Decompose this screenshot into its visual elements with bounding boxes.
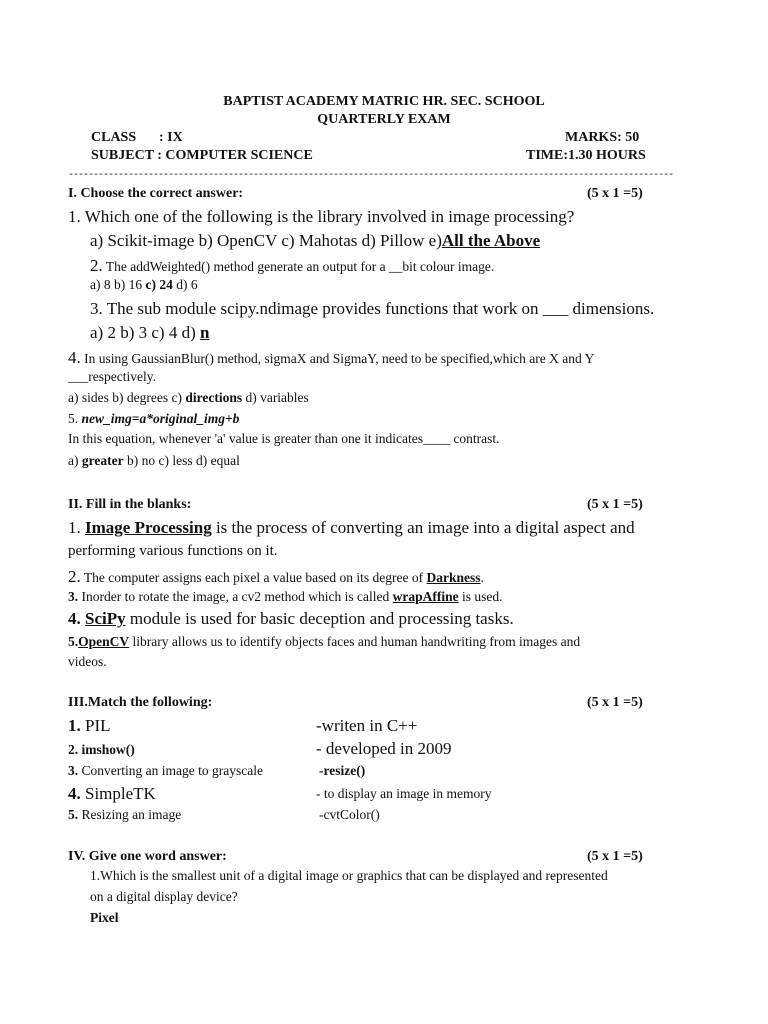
match-row-3-left: [68, 763, 263, 779]
match-row-2-num: 2.: [68, 742, 79, 757]
school-name: BAPTIST ACADEMY MATRIC HR. SEC. SCHOOL: [223, 94, 545, 109]
match-row-5-term: Resizing an image: [78, 807, 182, 822]
s4-q1-line1: 1.Which is the smallest unit of a digital image or graphics that can be displayed and represented: [90, 868, 608, 883]
subject: SUBJECT : COMPUTER SCIENCE: [91, 148, 313, 163]
section3-title: III.Match the following:: [68, 695, 213, 710]
s1-q4-line2: ___respectively.: [68, 369, 156, 384]
s2-q3: [68, 589, 503, 605]
s2-q5-num: 5.: [68, 634, 79, 649]
s1-q5-num: 5.: [68, 411, 82, 426]
s2-q2-num: 2.: [68, 567, 81, 586]
s1-q5-text: In this equation, whenever 'a' value is greater than one it indicates____ contrast.: [68, 431, 500, 446]
match-row-1-left: [68, 716, 111, 736]
s2-q1-rest: is the process of converting an image into a digital aspect and: [211, 518, 635, 537]
s1-q5: [68, 411, 239, 427]
header-divider: -------------------------------------------------------------------------------------------------------------------------: [68, 170, 674, 180]
s2-q3-text: Inorder to rotate the image, a cv2 method which is called: [78, 589, 393, 604]
section2-title: II. Fill in the blanks:: [68, 497, 192, 512]
s2-q2: [68, 567, 484, 587]
match-row-5-right: -cvtColor(): [319, 807, 380, 822]
s2-q2-answer: Darkness: [426, 570, 481, 585]
section4-title: IV. Give one word answer:: [68, 849, 227, 864]
match-row-5-num: 5.: [68, 807, 79, 822]
match-row-2-term: imshow(): [78, 742, 135, 757]
s1-q4-options: [68, 390, 309, 406]
s1-q2-num: 2.: [90, 256, 103, 275]
s1-q4-text: In using GaussianBlur() method, sigmaX and SigmaY, need to be specified,which are X and Y: [80, 351, 595, 366]
s1-q5-equation: new_img=a*original_img+b: [81, 411, 240, 426]
s1-q4-opt-d: d) variables: [242, 390, 309, 405]
s2-q4-answer: SciPy: [85, 609, 126, 628]
class-label: CLASS: [91, 130, 137, 145]
s1-q4-num: 4.: [68, 348, 81, 367]
s2-q4-num: 4.: [68, 609, 85, 628]
s1-q4-answer: directions: [185, 390, 243, 405]
section1-marks: (5 x 1 =5): [587, 186, 643, 201]
section1-title: I. Choose the correct answer:: [68, 186, 244, 201]
s2-q5-answer: OpenCV: [78, 634, 130, 649]
match-row-4-left: [68, 784, 156, 804]
s1-q4-line1: [68, 348, 594, 368]
match-row-1-right: -writen in C++: [316, 716, 418, 735]
class-value: : IX: [159, 130, 183, 145]
s2-q2-text: The computer assigns each pixel a value based on its degree of: [80, 570, 427, 585]
s1-q3-options: [90, 323, 209, 343]
match-row-4-term: SimpleTK: [80, 784, 156, 803]
s4-q1-answer: Pixel: [90, 910, 119, 925]
match-row-1-term: PIL: [80, 716, 111, 735]
s1-q2-text: The addWeighted() method generate an output for a __bit colour image.: [102, 259, 495, 274]
s1-q2-opt-ab: a) 8 b) 16: [90, 277, 146, 292]
marks-total: MARKS: 50: [565, 130, 640, 145]
s1-q4-opts-text: a) sides b) degrees c): [68, 390, 186, 405]
section4-marks: (5 x 1 =5): [587, 849, 643, 864]
s2-q4: [68, 609, 514, 629]
s2-q5: [68, 634, 580, 650]
s1-q5-opts-rest: b) no c) less d) equal: [123, 453, 240, 468]
match-row-3-num: 3.: [68, 763, 79, 778]
s1-q2-options: [90, 277, 198, 293]
section3-marks: (5 x 1 =5): [587, 695, 643, 710]
section2-marks: (5 x 1 =5): [587, 497, 643, 512]
match-row-3-right: -resize(): [319, 763, 366, 778]
s4-q1-line2: on a digital display device?: [90, 889, 238, 904]
s2-q1-num: 1.: [68, 518, 85, 537]
s2-q1: [68, 518, 635, 538]
match-row-2-left: [68, 742, 135, 758]
match-row-4-num: 4.: [68, 784, 81, 803]
s1-q5-options: [68, 453, 240, 469]
s2-q4-rest: module is used for basic deception and processing tasks.: [125, 609, 514, 628]
s1-q3-opts-text: a) 2 b) 3 c) 4 d): [90, 323, 200, 342]
match-row-4-right: - to display an image in memory: [316, 786, 492, 801]
s1-q5-answer: greater: [81, 453, 124, 468]
s1-q2-answer: c) 24: [145, 277, 173, 292]
match-row-3-term: Converting an image to grayscale: [78, 763, 263, 778]
s1-q3-answer: n: [200, 323, 210, 342]
s2-q1-line2: performing various functions on it.: [68, 543, 278, 559]
s2-q1-answer: Image Processing: [85, 518, 212, 537]
s1-q3: 3. The sub module scipy.ndimage provides functions that work on ___ dimensions.: [90, 299, 655, 318]
s1-q5-opt-a: a): [68, 453, 82, 468]
time: TIME:1.30 HOURS: [526, 148, 646, 163]
s1-q1-options: [90, 231, 540, 251]
s2-q5-line2: videos.: [68, 654, 107, 669]
s1-q1-opts-text: a) Scikit-image b) OpenCV c) Mahotas d) Pillow e): [90, 231, 442, 250]
s2-q3-num: 3.: [68, 589, 79, 604]
exam-title: QUARTERLY EXAM: [317, 112, 451, 127]
s1-q1: 1. Which one of the following is the library involved in image processing?: [68, 207, 575, 226]
s2-q3-answer: wrapAffine: [392, 589, 459, 604]
s1-q2-opt-d: d) 6: [172, 277, 198, 292]
s2-q5-rest: library allows us to identify objects faces and human handwriting from images and: [129, 634, 581, 649]
s2-q2-end: .: [480, 570, 484, 585]
match-row-1-num: 1.: [68, 716, 81, 735]
s2-q3-end: is used.: [458, 589, 503, 604]
s1-q2: [90, 256, 494, 276]
match-row-5-left: [68, 807, 181, 823]
match-row-2-right: - developed in 2009: [316, 739, 452, 758]
s1-q1-answer: All the Above: [441, 231, 541, 250]
